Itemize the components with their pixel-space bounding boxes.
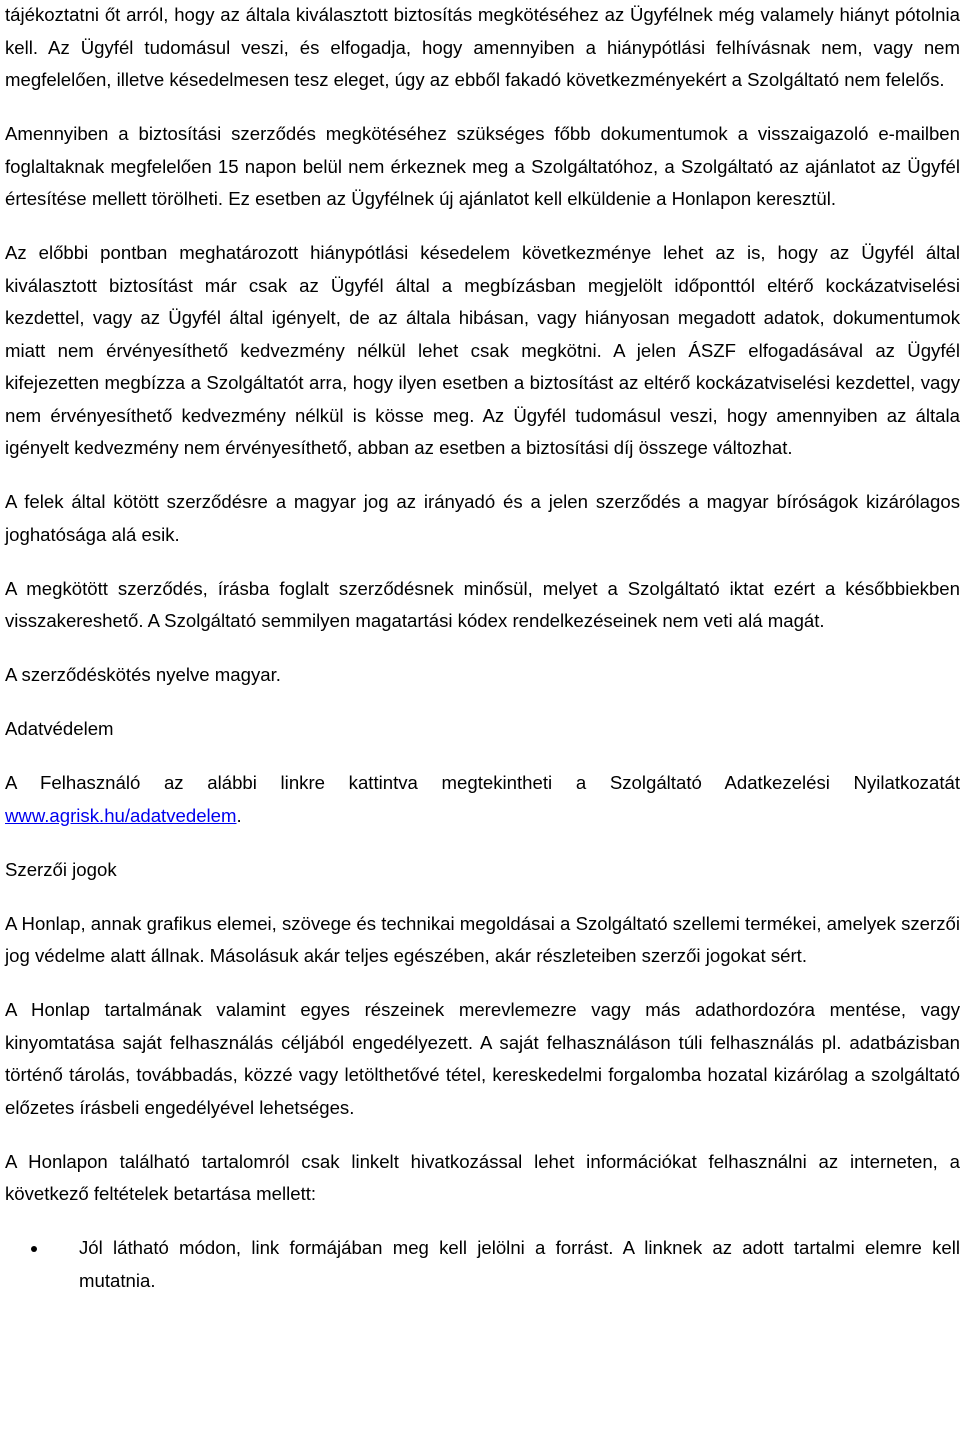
paragraph-linkeles: A Honlapon található tartalomról csak linkelt hivatkozással lehet információkat felhasználni az interneten, a következő feltételek betartása mellett: xyxy=(5,1150,960,1204)
bullet-icon xyxy=(31,1246,37,1252)
paragraph-mentes: A Honlap tartalmának valamint egyes részeinek merevlemezre vagy más adathordozóra mentése, vagy kinyomtatása saját felhasználás céljából engedélyezett. A saját felhasználáson túli felhasználás pl. adatbázisban történő tárolás, továbbadás, közzé vagy letölthetővé tétel, kereskedelmi forgalomba hozatal kizárólag a szolgáltató előzetes írásbeli engedélyével lehetséges. xyxy=(5,999,960,1118)
paragraph-hianypotlas: tájékoztatni őt arról, hogy az általa kiválasztott biztosítás megkötéséhez az Ügyfélnek még valamely hiányt pótolnia kell. Az Ügyfél tudomásul veszi, és elfogadja, hogy amennyiben a hiánypótlási felhívásnak nem, vagy nem megfelelően, illetve késedelmesen tesz eleget, úgy az ebből fakadó következményekért a Szolgáltató nem felelős. xyxy=(5,4,960,90)
list-item-text: Jól látható módon, link formájában meg kell jelölni a forrást. A linknek az adott tartalmi elemre kell mutatnia. xyxy=(79,1237,960,1291)
paragraph-kesedelem: Az előbbi pontban meghatározott hiánypótlási késedelem következménye lehet az is, hogy az Ügyfél által kiválasztott biztosítást már csak az Ügyfél által a megbízásban megjelölt időponttól eltérő kockázatviselési kezdettel, vagy az Ügyfél által igényelt, de az általa hibásan, vagy hiányosan megadott adatok, dokumentumok miatt nem érvényesíthető kedvezmény nélkül lehet csak megkötni. A jelen ÁSZF elfogadásával az Ügyfél kifejezetten megbízza a Szolgáltatót arra, hogy ilyen esetben a biztosítást az eltérő kockázatviselési kezdettel, vagy nem érvényesíthető kedvezmény nélkül is kösse meg. Az Ügyfél tudomásul veszi, hogy amennyiben az általa igényelt kedvezmény nem érvényesíthető, abban az esetben a biztosítási díj összege változhat. xyxy=(5,242,960,458)
adatkezeles-text: A Felhasználó az alábbi linkre kattintva megtekintheti a Szolgáltató Adatkezelési Nyilatkozatát xyxy=(5,772,960,793)
heading-szerzoi-jogok: Szerzői jogok xyxy=(5,858,117,880)
heading-adatvedelem: Adatvédelem xyxy=(5,718,114,739)
paragraph-iktatas: A megkötött szerződés, írásba foglalt szerződésnek minősül, melyet a Szolgáltató iktat ezért a későbbiekben visszakereshető. A Szolgáltató semmilyen magatartási kódex rendelkezéseinek nem veti alá magát. xyxy=(5,577,960,631)
paragraph-jog: A felek által kötött szerződésre a magyar jog az irányadó és a jelen szerződés a magyar bíróságok kizárólagos joghatósága alá esik. xyxy=(5,491,960,545)
adatkezeles-period: . xyxy=(236,804,242,826)
paragraph-nyelv: A szerződéskötés nyelve magyar. xyxy=(5,664,281,685)
adatvedelem-link[interactable]: www.agrisk.hu/adatvedelem xyxy=(5,804,237,826)
conditions-list xyxy=(5,1232,960,1297)
paragraph-adatkezeles xyxy=(5,767,960,832)
paragraph-dokumentumok: Amennyiben a biztosítási szerződés megkötéséhez szükséges főbb dokumentumok a visszaigazoló e-mailben foglaltaknak megfelelően 15 napon belül nem érkeznek meg a Szolgáltatóhoz, a Szolgáltató az ajánlatot az Ügyfél értesítése mellett törölheti. Ez esetben az Ügyfélnek új ajánlatot kell elküldenie a Honlapon keresztül. xyxy=(5,123,960,209)
paragraph-szellemi-termek: A Honlap, annak grafikus elemei, szövege és technikai megoldásai a Szolgáltató szellemi termékei, amelyek szerzői jog védelme alatt állnak. Másolásuk akár teljes egészében, akár részleteiben szerzői jogokat sért. xyxy=(5,912,960,966)
list-item xyxy=(5,1232,960,1297)
